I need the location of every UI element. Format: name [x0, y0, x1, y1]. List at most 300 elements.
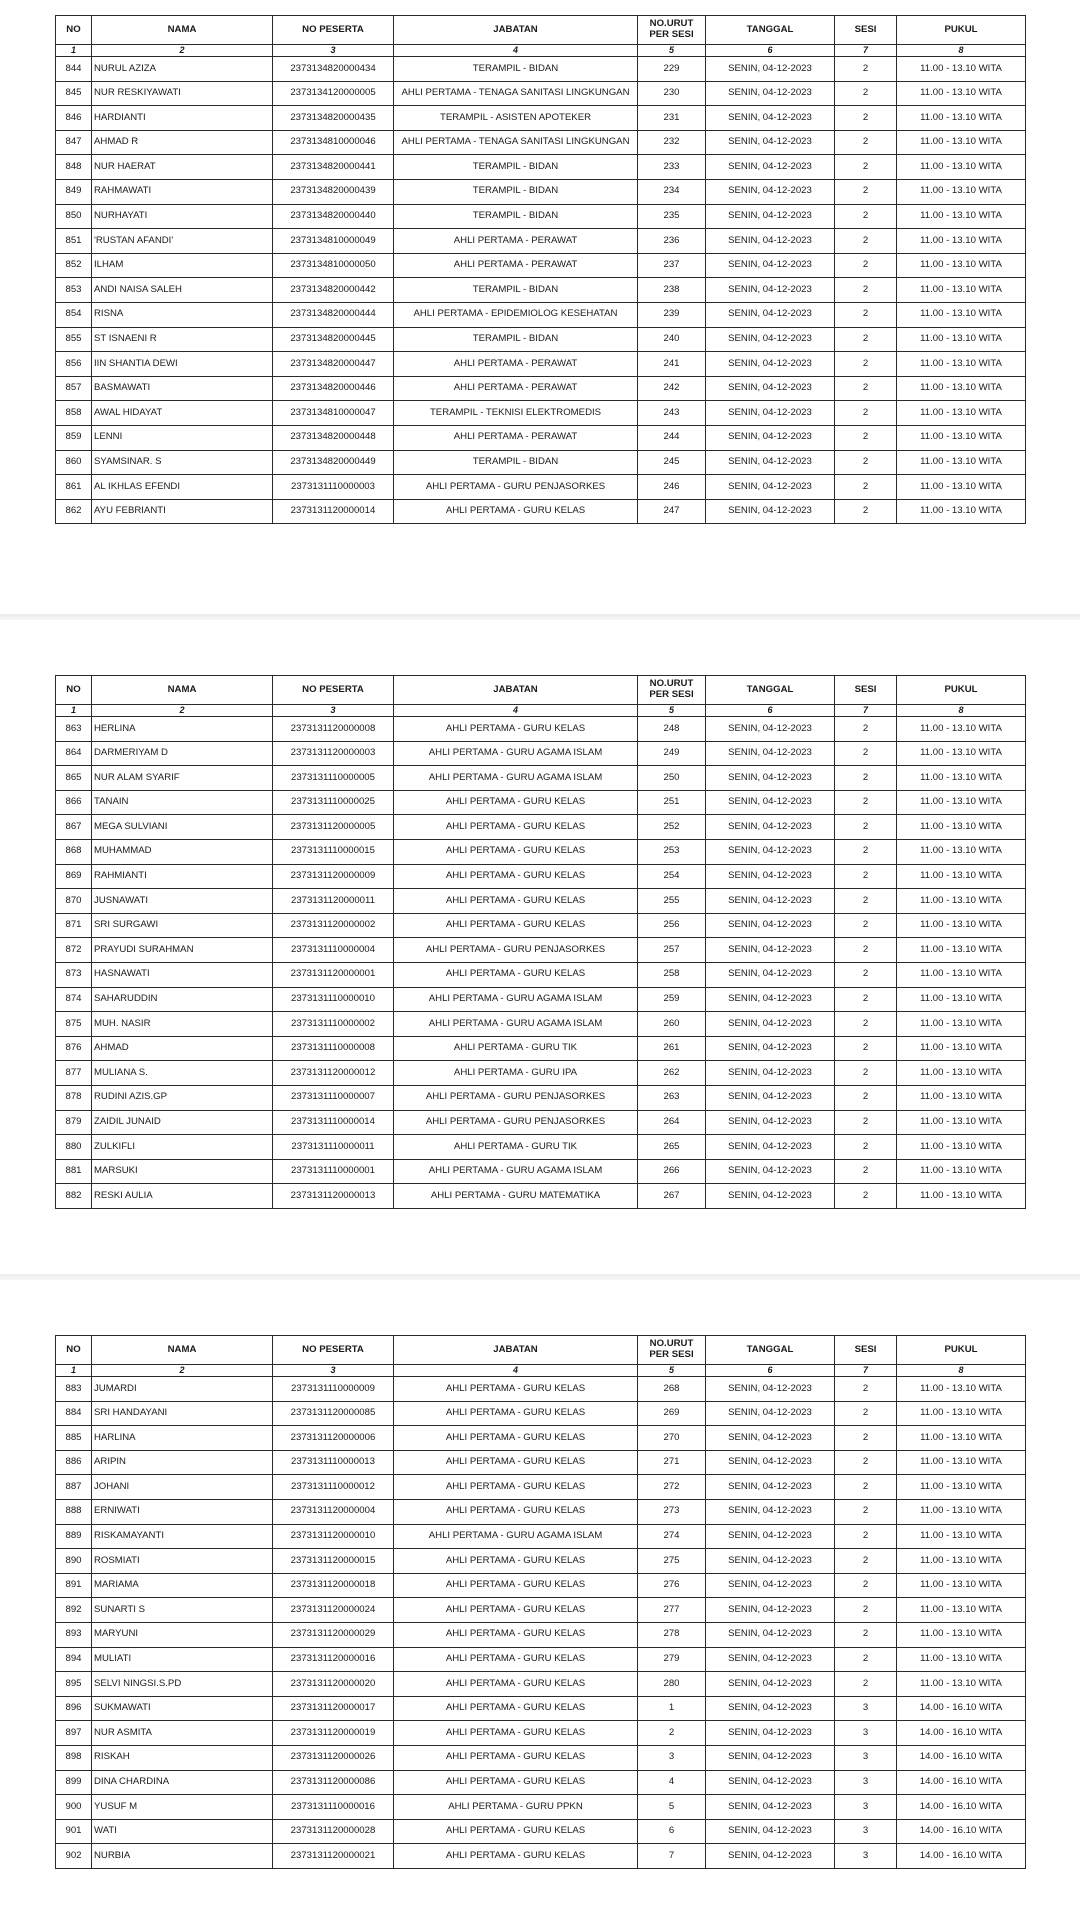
cell-no-peserta: 2373131110000014 — [273, 1110, 394, 1135]
cell-pukul: 11.00 - 13.10 WITA — [897, 1622, 1026, 1647]
cell-jabatan: AHLI PERTAMA - GURU PPKN — [394, 1795, 638, 1820]
cell-nama: RESKI AULIA — [92, 1184, 273, 1209]
cell-nama: MARIAMA — [92, 1573, 273, 1598]
cell-sesi: 2 — [835, 913, 897, 938]
cell-pukul: 14.00 - 16.10 WITA — [897, 1745, 1026, 1770]
column-number: 6 — [706, 45, 835, 57]
document-page-2 — [0, 620, 1080, 1273]
cell-no-urut: 280 — [638, 1672, 706, 1697]
table-row — [56, 1012, 1026, 1037]
cell-nama: RAHMIANTI — [92, 864, 273, 889]
cell-no-urut: 242 — [638, 376, 706, 401]
schedule-table-2 — [55, 675, 1026, 1209]
cell-no-urut: 1 — [638, 1696, 706, 1721]
cell-no-peserta: 2373131120000015 — [273, 1549, 394, 1574]
table-row — [56, 229, 1026, 254]
cell-tanggal: SENIN, 04-12-2023 — [706, 499, 835, 524]
cell-jabatan: AHLI PERTAMA - GURU KELAS — [394, 1549, 638, 1574]
cell-no: 864 — [56, 741, 92, 766]
cell-nama: NUR HAERAT — [92, 155, 273, 180]
cell-tanggal: SENIN, 04-12-2023 — [706, 229, 835, 254]
cell-sesi: 2 — [835, 1475, 897, 1500]
cell-jabatan: AHLI PERTAMA - GURU PENJASORKES — [394, 938, 638, 963]
schedule-table-1 — [55, 15, 1026, 524]
cell-sesi: 2 — [835, 1549, 897, 1574]
cell-jabatan: AHLI PERTAMA - GURU KELAS — [394, 1696, 638, 1721]
cell-sesi: 2 — [835, 987, 897, 1012]
cell-no-urut: 239 — [638, 302, 706, 327]
column-number: 4 — [394, 705, 638, 717]
cell-no-urut: 268 — [638, 1377, 706, 1402]
cell-pukul: 11.00 - 13.10 WITA — [897, 1377, 1026, 1402]
header-pukul: PUKUL — [897, 16, 1026, 45]
cell-no-peserta: 2373134820000434 — [273, 57, 394, 82]
header-pukul: PUKUL — [897, 1336, 1026, 1365]
header-row — [56, 1336, 1026, 1365]
column-number: 5 — [638, 705, 706, 717]
cell-tanggal: SENIN, 04-12-2023 — [706, 475, 835, 500]
cell-no-peserta: 2373131110000004 — [273, 938, 394, 963]
header-nama: NAMA — [92, 16, 273, 45]
cell-pukul: 11.00 - 13.10 WITA — [897, 766, 1026, 791]
header-row — [56, 676, 1026, 705]
cell-sesi: 2 — [835, 425, 897, 450]
cell-pukul: 11.00 - 13.10 WITA — [897, 302, 1026, 327]
cell-no-peserta: 2373131110000012 — [273, 1475, 394, 1500]
cell-jabatan: AHLI PERTAMA - GURU PENJASORKES — [394, 1085, 638, 1110]
cell-nama: JUSNAWATI — [92, 889, 273, 914]
cell-jabatan: AHLI PERTAMA - GURU PENJASORKES — [394, 475, 638, 500]
cell-no-urut: 253 — [638, 839, 706, 864]
cell-pukul: 11.00 - 13.10 WITA — [897, 155, 1026, 180]
cell-no: 892 — [56, 1598, 92, 1623]
cell-pukul: 11.00 - 13.10 WITA — [897, 376, 1026, 401]
cell-no-peserta: 2373134810000050 — [273, 253, 394, 278]
cell-pukul: 11.00 - 13.10 WITA — [897, 1549, 1026, 1574]
cell-no-urut: 247 — [638, 499, 706, 524]
cell-jabatan: AHLI PERTAMA - GURU KELAS — [394, 913, 638, 938]
table-row — [56, 1159, 1026, 1184]
cell-jabatan: AHLI PERTAMA - TENAGA SANITASI LINGKUNGAN — [394, 130, 638, 155]
cell-no: 894 — [56, 1647, 92, 1672]
cell-pukul: 11.00 - 13.10 WITA — [897, 179, 1026, 204]
cell-no-urut: 270 — [638, 1426, 706, 1451]
cell-no: 890 — [56, 1549, 92, 1574]
cell-nama: AYU FEBRIANTI — [92, 499, 273, 524]
cell-no-peserta: 2373131110000025 — [273, 790, 394, 815]
column-number: 7 — [835, 45, 897, 57]
cell-no: 873 — [56, 962, 92, 987]
header-sesi: SESI — [835, 16, 897, 45]
cell-tanggal: SENIN, 04-12-2023 — [706, 962, 835, 987]
header-no: NO — [56, 676, 92, 705]
cell-pukul: 11.00 - 13.10 WITA — [897, 425, 1026, 450]
cell-nama: AHMAD R — [92, 130, 273, 155]
cell-nama: MULIATI — [92, 1647, 273, 1672]
cell-sesi: 2 — [835, 839, 897, 864]
cell-nama: 'RUSTAN AFANDI' — [92, 229, 273, 254]
cell-sesi: 3 — [835, 1770, 897, 1795]
cell-sesi: 2 — [835, 155, 897, 180]
table-row — [56, 1770, 1026, 1795]
cell-pukul: 11.00 - 13.10 WITA — [897, 1401, 1026, 1426]
cell-jabatan: TERAMPIL - BIDAN — [394, 57, 638, 82]
cell-tanggal: SENIN, 04-12-2023 — [706, 987, 835, 1012]
cell-no-peserta: 2373131120000005 — [273, 815, 394, 840]
cell-pukul: 11.00 - 13.10 WITA — [897, 499, 1026, 524]
cell-nama: PRAYUDI SURAHMAN — [92, 938, 273, 963]
cell-no-urut: 275 — [638, 1549, 706, 1574]
cell-no-urut: 252 — [638, 815, 706, 840]
cell-tanggal: SENIN, 04-12-2023 — [706, 106, 835, 131]
cell-tanggal: SENIN, 04-12-2023 — [706, 204, 835, 229]
cell-tanggal: SENIN, 04-12-2023 — [706, 1085, 835, 1110]
cell-nama: RISKAMAYANTI — [92, 1524, 273, 1549]
cell-sesi: 2 — [835, 1401, 897, 1426]
table-row — [56, 1672, 1026, 1697]
cell-pukul: 14.00 - 16.10 WITA — [897, 1795, 1026, 1820]
column-number: 3 — [273, 1365, 394, 1377]
header-jabatan: JABATAN — [394, 1336, 638, 1365]
cell-no-urut: 232 — [638, 130, 706, 155]
cell-sesi: 2 — [835, 766, 897, 791]
cell-jabatan: AHLI PERTAMA - GURU KELAS — [394, 1844, 638, 1869]
cell-no-urut: 248 — [638, 717, 706, 742]
cell-sesi: 2 — [835, 179, 897, 204]
cell-no: 878 — [56, 1085, 92, 1110]
cell-tanggal: SENIN, 04-12-2023 — [706, 1061, 835, 1086]
cell-no-peserta: 2373131120000026 — [273, 1745, 394, 1770]
cell-no-urut: 231 — [638, 106, 706, 131]
column-number: 1 — [56, 1365, 92, 1377]
cell-no-peserta: 2373131120000003 — [273, 741, 394, 766]
cell-no: 897 — [56, 1721, 92, 1746]
cell-no-peserta: 2373131120000009 — [273, 864, 394, 889]
cell-tanggal: SENIN, 04-12-2023 — [706, 1672, 835, 1697]
cell-jabatan: AHLI PERTAMA - PERAWAT — [394, 352, 638, 377]
table-row — [56, 1475, 1026, 1500]
cell-pukul: 11.00 - 13.10 WITA — [897, 1524, 1026, 1549]
header-nama: NAMA — [92, 676, 273, 705]
cell-no: 871 — [56, 913, 92, 938]
cell-no-urut: 234 — [638, 179, 706, 204]
cell-no-peserta: 2373131120000016 — [273, 1647, 394, 1672]
cell-sesi: 2 — [835, 475, 897, 500]
cell-pukul: 14.00 - 16.10 WITA — [897, 1696, 1026, 1721]
cell-sesi: 2 — [835, 1450, 897, 1475]
cell-pukul: 11.00 - 13.10 WITA — [897, 1110, 1026, 1135]
cell-pukul: 11.00 - 13.10 WITA — [897, 81, 1026, 106]
cell-jabatan: AHLI PERTAMA - GURU AGAMA ISLAM — [394, 766, 638, 791]
table-row — [56, 106, 1026, 131]
cell-nama: ILHAM — [92, 253, 273, 278]
table-row — [56, 1450, 1026, 1475]
document-page-1 — [0, 0, 1080, 613]
cell-pukul: 14.00 - 16.10 WITA — [897, 1770, 1026, 1795]
schedule-table-3 — [55, 1335, 1026, 1869]
table-row — [56, 179, 1026, 204]
cell-no-peserta: 2373131120000004 — [273, 1499, 394, 1524]
cell-nama: SUKMAWATI — [92, 1696, 273, 1721]
cell-no-urut: 2 — [638, 1721, 706, 1746]
cell-no-urut: 243 — [638, 401, 706, 426]
cell-no: 853 — [56, 278, 92, 303]
cell-no: 896 — [56, 1696, 92, 1721]
cell-tanggal: SENIN, 04-12-2023 — [706, 864, 835, 889]
header-no-urut-line1: NO.URUT — [649, 1338, 694, 1350]
header-tanggal: TANGGAL — [706, 1336, 835, 1365]
cell-sesi: 3 — [835, 1819, 897, 1844]
cell-no: 845 — [56, 81, 92, 106]
cell-no: 898 — [56, 1745, 92, 1770]
cell-tanggal: SENIN, 04-12-2023 — [706, 1844, 835, 1869]
cell-sesi: 2 — [835, 499, 897, 524]
cell-nama: ARIPIN — [92, 1450, 273, 1475]
cell-tanggal: SENIN, 04-12-2023 — [706, 376, 835, 401]
cell-no-urut: 245 — [638, 450, 706, 475]
table-header — [56, 16, 1026, 57]
cell-no-urut: 6 — [638, 1819, 706, 1844]
cell-no: 869 — [56, 864, 92, 889]
table-row — [56, 1135, 1026, 1160]
cell-tanggal: SENIN, 04-12-2023 — [706, 1012, 835, 1037]
cell-sesi: 2 — [835, 376, 897, 401]
cell-no-urut: 7 — [638, 1844, 706, 1869]
cell-no-peserta: 2373131110000008 — [273, 1036, 394, 1061]
cell-no-urut: 250 — [638, 766, 706, 791]
header-no-urut — [638, 1336, 706, 1365]
cell-no: 850 — [56, 204, 92, 229]
cell-no-peserta: 2373134820000445 — [273, 327, 394, 352]
table-row — [56, 425, 1026, 450]
header-no-urut-line1: NO.URUT — [649, 678, 694, 690]
cell-jabatan: AHLI PERTAMA - PERAWAT — [394, 229, 638, 254]
cell-sesi: 2 — [835, 1524, 897, 1549]
table-body — [56, 1377, 1026, 1869]
header-pukul: PUKUL — [897, 676, 1026, 705]
cell-nama: HARLINA — [92, 1426, 273, 1451]
cell-tanggal: SENIN, 04-12-2023 — [706, 839, 835, 864]
cell-no: 891 — [56, 1573, 92, 1598]
table-row — [56, 938, 1026, 963]
column-number: 8 — [897, 1365, 1026, 1377]
cell-sesi: 2 — [835, 962, 897, 987]
cell-no: 886 — [56, 1450, 92, 1475]
cell-jabatan: AHLI PERTAMA - GURU KELAS — [394, 1647, 638, 1672]
header-no-urut-line2: PER SESI — [649, 689, 694, 700]
cell-tanggal: SENIN, 04-12-2023 — [706, 450, 835, 475]
cell-jabatan: AHLI PERTAMA - GURU KELAS — [394, 1377, 638, 1402]
cell-nama: HASNAWATI — [92, 962, 273, 987]
cell-pukul: 11.00 - 13.10 WITA — [897, 1426, 1026, 1451]
cell-jabatan: AHLI PERTAMA - GURU KELAS — [394, 815, 638, 840]
cell-no-peserta: 2373131110000015 — [273, 839, 394, 864]
table-row — [56, 1524, 1026, 1549]
cell-tanggal: SENIN, 04-12-2023 — [706, 1184, 835, 1209]
table-row — [56, 741, 1026, 766]
cell-no-urut: 256 — [638, 913, 706, 938]
cell-pukul: 11.00 - 13.10 WITA — [897, 938, 1026, 963]
cell-pukul: 11.00 - 13.10 WITA — [897, 1647, 1026, 1672]
cell-pukul: 11.00 - 13.10 WITA — [897, 1085, 1026, 1110]
cell-sesi: 2 — [835, 302, 897, 327]
cell-pukul: 11.00 - 13.10 WITA — [897, 1450, 1026, 1475]
header-row — [56, 16, 1026, 45]
cell-no-urut: 235 — [638, 204, 706, 229]
cell-jabatan: AHLI PERTAMA - GURU AGAMA ISLAM — [394, 1524, 638, 1549]
cell-no-peserta: 2373131120000024 — [273, 1598, 394, 1623]
table-row — [56, 401, 1026, 426]
cell-nama: HARDIANTI — [92, 106, 273, 131]
cell-pukul: 11.00 - 13.10 WITA — [897, 229, 1026, 254]
cell-sesi: 2 — [835, 130, 897, 155]
cell-pukul: 11.00 - 13.10 WITA — [897, 717, 1026, 742]
table-row — [56, 790, 1026, 815]
cell-nama: AHMAD — [92, 1036, 273, 1061]
cell-pukul: 11.00 - 13.10 WITA — [897, 1012, 1026, 1037]
cell-pukul: 11.00 - 13.10 WITA — [897, 352, 1026, 377]
cell-sesi: 2 — [835, 1061, 897, 1086]
table-row — [56, 327, 1026, 352]
cell-tanggal: SENIN, 04-12-2023 — [706, 401, 835, 426]
cell-no: 893 — [56, 1622, 92, 1647]
cell-no-peserta: 2373131110000016 — [273, 1795, 394, 1820]
cell-jabatan: AHLI PERTAMA - GURU KELAS — [394, 962, 638, 987]
cell-jabatan: TERAMPIL - TEKNISI ELEKTROMEDIS — [394, 401, 638, 426]
cell-no-urut: 273 — [638, 1499, 706, 1524]
table-row — [56, 1721, 1026, 1746]
cell-jabatan: AHLI PERTAMA - GURU PENJASORKES — [394, 1110, 638, 1135]
cell-no-peserta: 2373131110000002 — [273, 1012, 394, 1037]
cell-no-peserta: 2373134810000049 — [273, 229, 394, 254]
table-row — [56, 815, 1026, 840]
cell-no: 844 — [56, 57, 92, 82]
cell-no-peserta: 2373131120000086 — [273, 1770, 394, 1795]
table-row — [56, 1110, 1026, 1135]
cell-jabatan: AHLI PERTAMA - TENAGA SANITASI LINGKUNGAN — [394, 81, 638, 106]
cell-sesi: 2 — [835, 204, 897, 229]
cell-no-peserta: 2373131110000005 — [273, 766, 394, 791]
cell-no-peserta: 2373131120000010 — [273, 1524, 394, 1549]
cell-no-peserta: 2373131120000018 — [273, 1573, 394, 1598]
cell-nama: DARMERIYAM D — [92, 741, 273, 766]
cell-sesi: 2 — [835, 1598, 897, 1623]
cell-tanggal: SENIN, 04-12-2023 — [706, 1475, 835, 1500]
table-row — [56, 1184, 1026, 1209]
header-no: NO — [56, 1336, 92, 1365]
cell-jabatan: AHLI PERTAMA - EPIDEMIOLOG KESEHATAN — [394, 302, 638, 327]
cell-sesi: 2 — [835, 1672, 897, 1697]
cell-tanggal: SENIN, 04-12-2023 — [706, 352, 835, 377]
cell-sesi: 3 — [835, 1721, 897, 1746]
cell-tanggal: SENIN, 04-12-2023 — [706, 1450, 835, 1475]
cell-sesi: 2 — [835, 1110, 897, 1135]
cell-nama: NUR ASMITA — [92, 1721, 273, 1746]
cell-pukul: 11.00 - 13.10 WITA — [897, 864, 1026, 889]
cell-sesi: 3 — [835, 1795, 897, 1820]
cell-no-urut: 238 — [638, 278, 706, 303]
column-number: 2 — [92, 1365, 273, 1377]
cell-pukul: 11.00 - 13.10 WITA — [897, 1159, 1026, 1184]
cell-jabatan: AHLI PERTAMA - GURU KELAS — [394, 1499, 638, 1524]
cell-no-urut: 4 — [638, 1770, 706, 1795]
table-row — [56, 302, 1026, 327]
cell-no-urut: 249 — [638, 741, 706, 766]
header-tanggal: TANGGAL — [706, 16, 835, 45]
cell-nama: NURUL AZIZA — [92, 57, 273, 82]
cell-no-urut: 236 — [638, 229, 706, 254]
cell-no-urut: 277 — [638, 1598, 706, 1623]
column-number: 1 — [56, 705, 92, 717]
cell-tanggal: SENIN, 04-12-2023 — [706, 1721, 835, 1746]
cell-sesi: 2 — [835, 1377, 897, 1402]
cell-nama: SELVI NINGSI.S.PD — [92, 1672, 273, 1697]
cell-sesi: 2 — [835, 450, 897, 475]
cell-jabatan: TERAMPIL - BIDAN — [394, 155, 638, 180]
cell-pukul: 11.00 - 13.10 WITA — [897, 1598, 1026, 1623]
cell-no-peserta: 2373131120000028 — [273, 1819, 394, 1844]
cell-no: 875 — [56, 1012, 92, 1037]
cell-pukul: 11.00 - 13.10 WITA — [897, 1184, 1026, 1209]
table-row — [56, 1377, 1026, 1402]
cell-no-peserta: 2373131120000002 — [273, 913, 394, 938]
cell-no: 900 — [56, 1795, 92, 1820]
cell-no-peserta: 2373131120000019 — [273, 1721, 394, 1746]
cell-no-peserta: 2373134820000449 — [273, 450, 394, 475]
table-row — [56, 987, 1026, 1012]
cell-jabatan: AHLI PERTAMA - GURU AGAMA ISLAM — [394, 1012, 638, 1037]
cell-nama: AL IKHLAS EFENDI — [92, 475, 273, 500]
cell-tanggal: SENIN, 04-12-2023 — [706, 1426, 835, 1451]
cell-tanggal: SENIN, 04-12-2023 — [706, 57, 835, 82]
cell-nama: LENNI — [92, 425, 273, 450]
cell-no: 883 — [56, 1377, 92, 1402]
cell-nama: ERNIWATI — [92, 1499, 273, 1524]
cell-sesi: 2 — [835, 401, 897, 426]
cell-no: 859 — [56, 425, 92, 450]
cell-jabatan: AHLI PERTAMA - GURU IPA — [394, 1061, 638, 1086]
cell-sesi: 2 — [835, 106, 897, 131]
cell-nama: YUSUF M — [92, 1795, 273, 1820]
cell-sesi: 3 — [835, 1844, 897, 1869]
cell-no-urut: 263 — [638, 1085, 706, 1110]
cell-jabatan: TERAMPIL - BIDAN — [394, 278, 638, 303]
cell-nama: IIN SHANTIA DEWI — [92, 352, 273, 377]
cell-tanggal: SENIN, 04-12-2023 — [706, 1135, 835, 1160]
cell-sesi: 2 — [835, 1647, 897, 1672]
cell-no-peserta: 2373134820000439 — [273, 179, 394, 204]
cell-nama: NUR ALAM SYARIF — [92, 766, 273, 791]
cell-no: 887 — [56, 1475, 92, 1500]
table-row — [56, 204, 1026, 229]
cell-jabatan: AHLI PERTAMA - GURU TIK — [394, 1135, 638, 1160]
cell-pukul: 11.00 - 13.10 WITA — [897, 401, 1026, 426]
cell-no-peserta: 2373131120000008 — [273, 717, 394, 742]
cell-no: 895 — [56, 1672, 92, 1697]
cell-pukul: 11.00 - 13.10 WITA — [897, 839, 1026, 864]
cell-no-urut: 276 — [638, 1573, 706, 1598]
cell-sesi: 3 — [835, 1745, 897, 1770]
header-no-peserta: NO PESERTA — [273, 16, 394, 45]
header-nama: NAMA — [92, 1336, 273, 1365]
cell-sesi: 2 — [835, 229, 897, 254]
table-row — [56, 1598, 1026, 1623]
cell-no-peserta: 2373131120000001 — [273, 962, 394, 987]
cell-no: 846 — [56, 106, 92, 131]
cell-tanggal: SENIN, 04-12-2023 — [706, 327, 835, 352]
table-header — [56, 1336, 1026, 1377]
cell-no-urut: 255 — [638, 889, 706, 914]
